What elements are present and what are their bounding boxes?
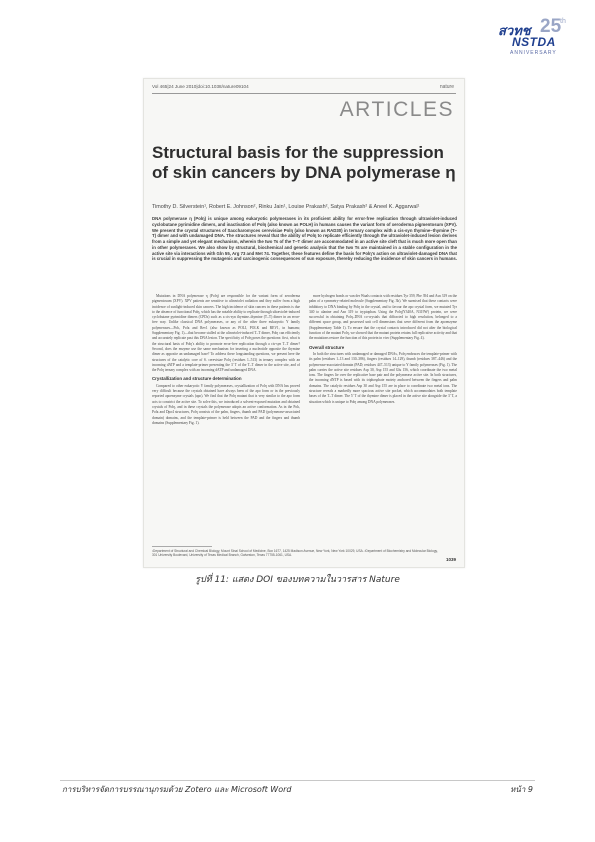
nstda-logo xyxy=(496,18,568,60)
body-paragraph: more hydrogen bonds or van der Waals contacts with residues Tyr 359, Phe 394 and Asn 319 on the palm of a symmetry-related molecule (Supplementary Fig. 3b). We surmised that these contacts were inhibitory to DNA binding by Polη in the crystal, and to favour the apo crystal form, we mutated Tyr 340 to alanine and Asn 319 to tryptophan. Using the Polη(Y340A, N319W) protein, we were successful in obtaining Polη–DNA co-crystals that diffracted to high resolution, belonged to a different space group, and possessed unit cell dimensions that were different from the apoenzyme (Supplementary Table 1). To ensure that the crystal contacts introduced did not alter the biological function of the mutant Polη, we showed that the mutant protein retains full replicative activity and that the mutations restore the function of this protein in vivo (Supplementary Fig. 4). xyxy=(309,294,457,341)
article-title: Structural basis for the suppression of skin cancers by DNA polymerase η xyxy=(152,143,456,182)
footer-rule xyxy=(60,780,535,781)
logo-anniversary-suffix: th xyxy=(560,18,566,25)
section-title: ARTICLES xyxy=(339,98,454,121)
body-column-right xyxy=(309,294,457,544)
footnote-rule xyxy=(152,546,212,547)
footer-title: การบริหารจัดการบรรณานุกรมด้วย Zotero และ Microsoft Word xyxy=(62,785,292,794)
body-paragraph: In both the structures with undamaged or damaged DNAs, Polη embraces the template-primer with its palm (residues 1–13 and 130–386), fingers (residues 14–129), thumb (residues 387–446) and the polymerase-associated domain (PAD; residues 447–513) unique to Y family polymerases (Fig. 1). The palm carries the active site residues Asp 30, Asp 155 and Glu 156, which coordinate the two metal ions. The fingers lie over the replicative base pair and the polymerase active site. In both structures, the incoming dNTP is based with its triphosphate moiety anchored between the fingers and palm domains. The catalytic residues Asp 30 and Asp 155 are in place to coordinate two metal ions. The structure reveals a markedly more spacious active site pocket, which accommodates both template bases of the T–T dimer. The 5′ T of the thymine dimer is placed in the active site alongside the 3′ T, a situation which is unique to Polη among DNA polymerases. xyxy=(309,351,457,404)
logo-thai-text: สวทช xyxy=(498,23,531,38)
body-paragraph: Mutations in DNA polymerase η (Polη) are responsible for the variant form of xeroderma pigmentosum (XPV). XPV patients are sensitive to ultraviolet radiation and they suffer from a high incidence of sunlight-induced skin cancers. The high incidence of skin cancers in these patients is due to the absence of functional Polη, which has the notable ability to replicate through ultraviolet-induced cyclobutane pyrimidine dimers (CPDs) such as a cis-syn thymine–thymine (T–T) dimer in an error-free way. Unlike classical DNA polymerases, or any of the other three eukaryotic Y family polymerases—Polι, Polκ and Rev1 (also known as POLI, POLK and REV1, in humans; Supplementary Fig. 1)—that become stalled at the ultraviolet-induced T–T dimer, Polη can efficiently and accurately replicate past this DNA lesion. The specificity of Polη poses the questions: first, what is the structural basis of Polη's ability to promote error-free replication through a cis-syn T–T dimer? Second, does the enzyme use the same mechanism for inserting a nucleotide opposite the thymine dimer as opposite an undamaged base? To address these longstanding questions, we present here the structures of the catalytic core of S. cerevisiae Polη (residues 1–513) in ternary complex with an incoming dATP and a template-primer presenting the 3′ T of the T–T dimer in the active site, and of the Polη ternary complex with an incoming dATP and undamaged DNA. xyxy=(152,294,300,373)
footer-page-number: หน้า 9 xyxy=(510,785,533,794)
body-heading: Crystallization and structure determination xyxy=(152,376,242,382)
article-abstract: DNA polymerase η (Polη) is unique among eukaryotic polymerases in its proficient ability for error-free replication through ultraviolet-induced cyclobutane pyrimidine dimers, and inactivation of Polη (also known as POLH) in humans causes the variant form of xeroderma pigmentosum (XPV). We present the crystal structures of Saccharomyces cerevisiae Polη (also known as RAD30) in ternary complex with a cis-syn thymine–thymine (T–T) dimer and with undamaged DNA. The structures reveal that the ability of Polη to replicate efficiently through the ultraviolet-induced lesion derives from a simple and yet elegant mechanism, wherein the two Ts of the T–T dimer are accommodated in an active site cleft that is much more open than in other polymerases. We also show by structural, biochemical and genetic analysis that the two Ts are maintained in a stable configuration in the active site via interactions with Gln 55, Arg 73 and Met 74. Together, these features define the basis for Polη's action on ultraviolet-damaged DNA that is crucial in suppressing the mutagenic and carcinogenic consequences of sun exposure, thereby reducing the incidence of skin cancers in humans. xyxy=(152,216,457,262)
article-body xyxy=(152,294,457,544)
body-heading: Overall structure xyxy=(309,344,345,350)
logo-anniversary-number: 25 xyxy=(540,16,562,37)
article-footnotes: ¹Department of Structural and Chemical Biology, Mount Sinai School of Medicine, Box 1677, 1425 Madison Avenue, New York, New York 10029, USA. ²Department of Biochemistry and Molecular Biology, 301 University Boulevard, University of Texas Medical Branch, Galveston, Texas 77755-1061, USA. xyxy=(152,549,438,558)
article-meta-line: Vol 465|24 June 2010|doi:10.1038/nature09104 xyxy=(152,84,249,89)
figure-caption: รูปที่ 11: แสดง DOI ของบทความในวารสาร Nature xyxy=(195,575,400,585)
body-column-left xyxy=(152,294,300,544)
article-authors: Timothy D. Silverstein¹, Robert E. Johnson², Rinku Jain¹, Louise Prakash², Satya Prakash² & Aneel K. Aggarwal¹ xyxy=(152,204,420,210)
logo-english-text: NSTDA xyxy=(512,35,556,49)
article-scan-image xyxy=(143,78,465,568)
header-rule xyxy=(152,93,456,94)
article-page-number: 1039 xyxy=(445,557,456,562)
logo-subtitle: ANNIVERSARY xyxy=(510,50,557,56)
body-paragraph: Compared to other eukaryotic Y family polymerases, crystallization of Polη with DNA has proved very difficult because the crystals obtained have always been of the apo form or in the previously reported apoenzyme crystals (apo). We find that the Polη mutant that is very similar to the apo form acts to constrict the active site. To solve this, we introduced a solvent-exposed mutation and obtained crystals of Polη, and in these crystals the polymerase adopts an active conformation. As in the Polι, Polκ and Dpo4 structures, Polη consists of the palm, fingers, thumb and PAD (polymerase-associated domain) domains, and the template-primer is held between the PAD and the fingers and thumb domains (Supplementary Fig. 1). xyxy=(152,383,300,425)
journal-name: nature xyxy=(439,84,454,90)
